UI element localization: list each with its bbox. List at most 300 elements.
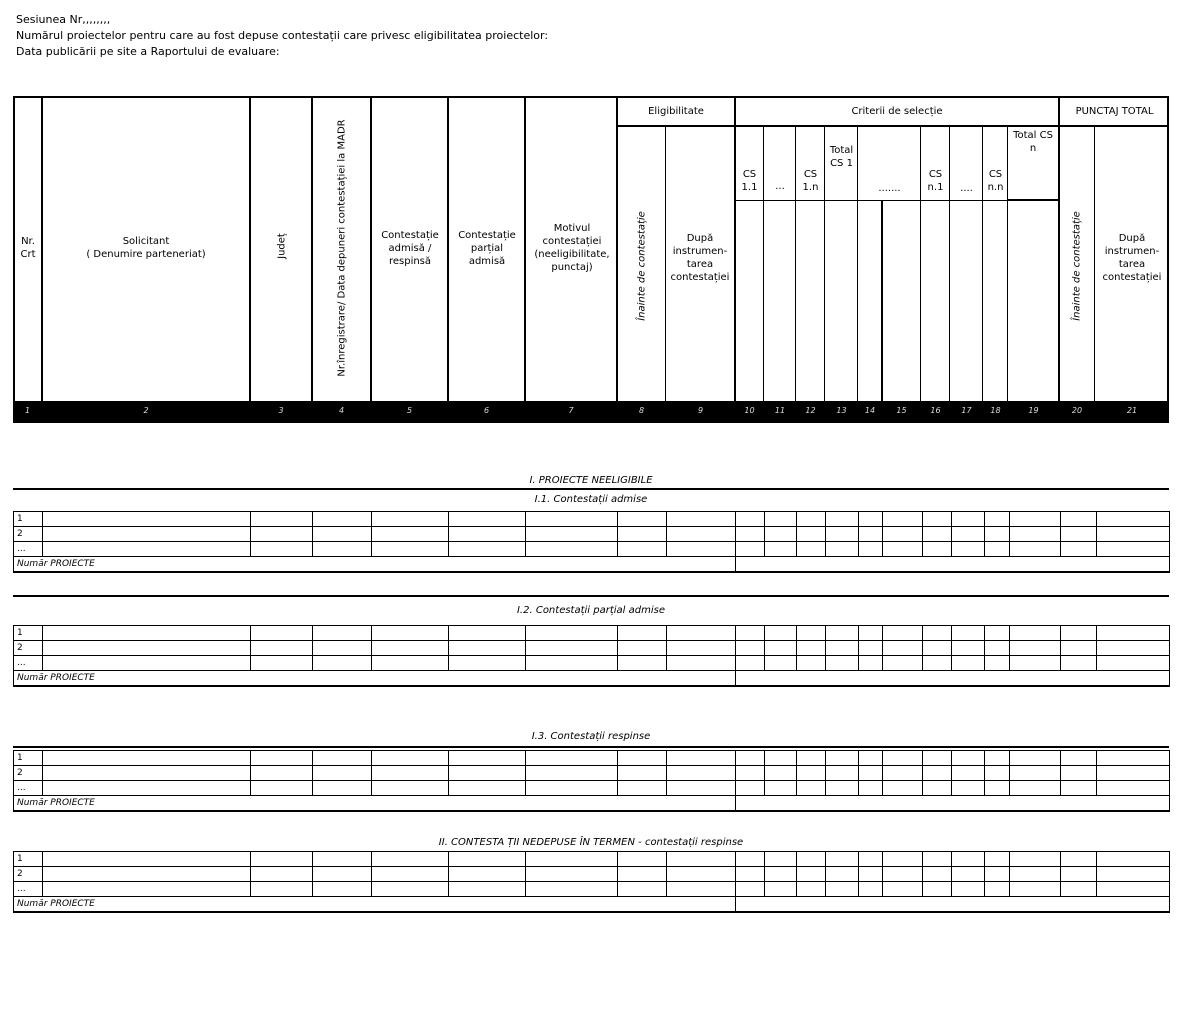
- empty-cell: [797, 542, 826, 557]
- empty-cell: [43, 766, 251, 781]
- empty-cell: [1097, 882, 1170, 897]
- empty-cell: [883, 512, 923, 527]
- table-row: [14, 882, 1170, 897]
- column-number: 19: [1028, 406, 1039, 415]
- empty-cell: [1061, 781, 1097, 796]
- empty-cell: [43, 527, 251, 542]
- empty-cell: [313, 852, 372, 867]
- empty-cell: [251, 781, 313, 796]
- empty-cell: [985, 751, 1010, 766]
- empty-cell: [923, 867, 952, 882]
- empty-cell: [883, 656, 923, 671]
- empty-cell: [667, 656, 736, 671]
- empty-cell: [618, 766, 667, 781]
- empty-cell: [826, 766, 859, 781]
- empty-cell: [1010, 542, 1061, 557]
- empty-cell: [449, 542, 526, 557]
- solicitant-header: Solicitant ( Denumire parteneriat): [86, 236, 206, 260]
- empty-cell: [449, 626, 526, 641]
- empty-cell: [526, 751, 618, 766]
- column-number: 8: [638, 406, 645, 415]
- empty-cell: [618, 781, 667, 796]
- total-value: [736, 671, 1170, 686]
- empty-cell: [618, 852, 667, 867]
- empty-cell: [826, 751, 859, 766]
- table-row: [14, 867, 1170, 882]
- empty-cell: [797, 656, 826, 671]
- empty-cell: [313, 751, 372, 766]
- empty-cell: [883, 867, 923, 882]
- empty-cell: [736, 626, 765, 641]
- total-label: Număr PROIECTE: [14, 671, 736, 686]
- empty-cell: [952, 512, 985, 527]
- dupa-header: După instrumen- tarea contestației: [670, 233, 730, 283]
- empty-cell: [251, 867, 313, 882]
- table-row: [14, 626, 1170, 641]
- empty-cell: [313, 641, 372, 656]
- empty-cell: [826, 542, 859, 557]
- empty-cell: [526, 542, 618, 557]
- empty-cell: [1097, 867, 1170, 882]
- empty-cell: [1010, 852, 1061, 867]
- empty-cell: [313, 542, 372, 557]
- empty-cell: [765, 882, 797, 897]
- empty-cell: [618, 751, 667, 766]
- row-number: ...: [14, 882, 43, 897]
- empty-cell: [449, 527, 526, 542]
- empty-cell: [618, 656, 667, 671]
- column-number: 4: [338, 406, 345, 415]
- empty-cell: [1097, 542, 1170, 557]
- empty-cell: [765, 781, 797, 796]
- empty-cell: [526, 527, 618, 542]
- empty-cell: [526, 512, 618, 527]
- total-label: Număr PROIECTE: [14, 796, 736, 811]
- dupa-2-header: După instrumen- tarea contestației: [1102, 233, 1162, 283]
- empty-cell: [313, 882, 372, 897]
- column-number: 7: [568, 406, 574, 415]
- empty-cell: [526, 781, 618, 796]
- empty-cell: [372, 766, 449, 781]
- empty-cell: [667, 882, 736, 897]
- empty-cell: [526, 867, 618, 882]
- cs-1-1-header: CS 1.1: [741, 169, 758, 193]
- row-number: 2: [14, 766, 43, 781]
- empty-cell: [859, 656, 883, 671]
- table-nedepuse: [13, 851, 1170, 913]
- dots-1-header: ...: [775, 180, 785, 192]
- total-value: [736, 796, 1170, 811]
- empty-cell: [667, 626, 736, 641]
- empty-cell: [618, 882, 667, 897]
- empty-cell: [952, 882, 985, 897]
- row-number: 2: [14, 867, 43, 882]
- empty-cell: [797, 766, 826, 781]
- empty-cell: [251, 512, 313, 527]
- table-row: [14, 781, 1170, 796]
- empty-cell: [883, 766, 923, 781]
- empty-cell: [1097, 626, 1170, 641]
- empty-cell: [883, 781, 923, 796]
- table-row: [14, 852, 1170, 867]
- total-value: [736, 557, 1170, 572]
- empty-cell: [618, 542, 667, 557]
- inainte-header: Înainte de contestație: [636, 211, 648, 321]
- empty-cell: [952, 656, 985, 671]
- date-line: Data publicării pe site a Raportului de evaluare:: [16, 45, 280, 58]
- empty-cell: [43, 751, 251, 766]
- empty-cell: [736, 656, 765, 671]
- section-title-nedepuse: II. CONTESTA ȚII NEDEPUSE ÎN TERMEN - contestații respinse: [438, 837, 744, 848]
- empty-cell: [1097, 852, 1170, 867]
- row-number: ...: [14, 542, 43, 557]
- column-number: 18: [990, 406, 1001, 415]
- empty-cell: [1061, 867, 1097, 882]
- empty-cell: [765, 852, 797, 867]
- empty-cell: [859, 527, 883, 542]
- empty-cell: [618, 641, 667, 656]
- empty-cell: [449, 852, 526, 867]
- empty-cell: [1061, 852, 1097, 867]
- empty-cell: [797, 626, 826, 641]
- empty-cell: [1097, 751, 1170, 766]
- empty-cell: [859, 641, 883, 656]
- empty-cell: [43, 641, 251, 656]
- cs-n-n-header: CS n.n: [987, 169, 1004, 193]
- empty-cell: [826, 527, 859, 542]
- empty-cell: [251, 882, 313, 897]
- empty-cell: [449, 641, 526, 656]
- contestatie-admisa-header: Contestație admisă / respinsă: [381, 229, 439, 267]
- empty-cell: [923, 656, 952, 671]
- eligibilitate-header: Eligibilitate: [648, 106, 704, 117]
- empty-cell: [883, 852, 923, 867]
- empty-cell: [1061, 527, 1097, 542]
- empty-cell: [736, 751, 765, 766]
- empty-cell: [1097, 527, 1170, 542]
- empty-cell: [883, 882, 923, 897]
- total-row: [14, 671, 1170, 686]
- empty-cell: [923, 542, 952, 557]
- empty-cell: [952, 641, 985, 656]
- empty-cell: [923, 781, 952, 796]
- empty-cell: [859, 542, 883, 557]
- column-number: 12: [805, 406, 816, 415]
- empty-cell: [952, 542, 985, 557]
- criterii-header: Criterii de selecție: [851, 106, 943, 117]
- empty-cell: [449, 867, 526, 882]
- empty-cell: [372, 852, 449, 867]
- column-number: 3: [278, 406, 284, 415]
- empty-cell: [952, 751, 985, 766]
- empty-cell: [826, 867, 859, 882]
- empty-cell: [765, 656, 797, 671]
- empty-cell: [859, 766, 883, 781]
- empty-cell: [449, 656, 526, 671]
- empty-cell: [736, 641, 765, 656]
- empty-cell: [985, 852, 1010, 867]
- empty-cell: [826, 626, 859, 641]
- empty-cell: [952, 852, 985, 867]
- empty-cell: [1061, 512, 1097, 527]
- empty-cell: [251, 766, 313, 781]
- section-title-respinse: I.3. Contestații respinse: [531, 731, 651, 742]
- empty-cell: [251, 626, 313, 641]
- table-row: [14, 641, 1170, 656]
- empty-cell: [859, 512, 883, 527]
- empty-cell: [526, 882, 618, 897]
- empty-cell: [667, 542, 736, 557]
- punctaj-total-header: PUNCTAJ TOTAL: [1075, 106, 1154, 117]
- empty-cell: [251, 641, 313, 656]
- empty-cell: [618, 626, 667, 641]
- empty-cell: [797, 882, 826, 897]
- empty-cell: [43, 852, 251, 867]
- empty-cell: [985, 882, 1010, 897]
- empty-cell: [797, 641, 826, 656]
- empty-cell: [1010, 867, 1061, 882]
- empty-cell: [449, 882, 526, 897]
- empty-cell: [526, 766, 618, 781]
- total-value: [736, 897, 1170, 912]
- empty-cell: [826, 641, 859, 656]
- empty-cell: [372, 867, 449, 882]
- empty-cell: [952, 867, 985, 882]
- column-number: 13: [836, 406, 847, 415]
- total-cs1-header: Total CS 1: [829, 145, 854, 169]
- empty-cell: [313, 656, 372, 671]
- empty-cell: [43, 542, 251, 557]
- empty-cell: [765, 751, 797, 766]
- column-number: 14: [864, 406, 876, 415]
- empty-cell: [923, 527, 952, 542]
- empty-cell: [826, 852, 859, 867]
- section-title-neeligibile: I. PROIECTE NEELIGIBILE: [529, 475, 653, 486]
- empty-cell: [372, 656, 449, 671]
- empty-cell: [526, 626, 618, 641]
- column-number: 16: [930, 406, 941, 415]
- empty-cell: [1010, 656, 1061, 671]
- table-admise: [13, 511, 1170, 573]
- empty-cell: [667, 641, 736, 656]
- empty-cell: [1010, 766, 1061, 781]
- empty-cell: [43, 781, 251, 796]
- row-number: 1: [14, 751, 43, 766]
- empty-cell: [667, 512, 736, 527]
- empty-cell: [667, 781, 736, 796]
- empty-cell: [372, 781, 449, 796]
- empty-cell: [372, 527, 449, 542]
- empty-cell: [251, 656, 313, 671]
- empty-cell: [859, 751, 883, 766]
- row-number: ...: [14, 656, 43, 671]
- column-number: 10: [744, 406, 755, 415]
- empty-cell: [883, 527, 923, 542]
- empty-cell: [985, 641, 1010, 656]
- total-label: Număr PROIECTE: [14, 557, 736, 572]
- empty-cell: [859, 852, 883, 867]
- empty-cell: [313, 527, 372, 542]
- total-row: [14, 897, 1170, 912]
- empty-cell: [736, 766, 765, 781]
- empty-cell: [618, 512, 667, 527]
- empty-cell: [1097, 766, 1170, 781]
- empty-cell: [952, 766, 985, 781]
- empty-cell: [765, 512, 797, 527]
- empty-cell: [826, 656, 859, 671]
- empty-cell: [1010, 527, 1061, 542]
- session-line: Sesiunea Nr,,,,,,,,: [16, 13, 111, 26]
- total-row: [14, 796, 1170, 811]
- empty-cell: [923, 766, 952, 781]
- empty-cell: [736, 781, 765, 796]
- empty-cell: [736, 527, 765, 542]
- empty-cell: [251, 527, 313, 542]
- empty-cell: [923, 852, 952, 867]
- empty-cell: [313, 626, 372, 641]
- empty-cell: [765, 766, 797, 781]
- empty-cell: [372, 882, 449, 897]
- row-number: 1: [14, 626, 43, 641]
- cs-1-n-header: CS 1.n: [802, 169, 819, 193]
- table-row: [14, 542, 1170, 557]
- row-number: 1: [14, 512, 43, 527]
- empty-cell: [1061, 882, 1097, 897]
- empty-cell: [1061, 751, 1097, 766]
- empty-cell: [313, 867, 372, 882]
- dots-2-header: .......: [878, 182, 901, 194]
- column-number: 11: [774, 406, 786, 415]
- empty-cell: [883, 542, 923, 557]
- empty-cell: [736, 512, 765, 527]
- table-respinse: [13, 750, 1170, 812]
- empty-cell: [826, 882, 859, 897]
- empty-cell: [859, 626, 883, 641]
- empty-cell: [526, 852, 618, 867]
- empty-cell: [1061, 626, 1097, 641]
- column-number: 17: [961, 406, 972, 415]
- empty-cell: [797, 751, 826, 766]
- table-row: [14, 656, 1170, 671]
- empty-cell: [1061, 641, 1097, 656]
- empty-cell: [313, 512, 372, 527]
- empty-cell: [667, 852, 736, 867]
- empty-cell: [923, 626, 952, 641]
- empty-cell: [667, 867, 736, 882]
- empty-cell: [923, 641, 952, 656]
- empty-cell: [859, 882, 883, 897]
- empty-cell: [923, 512, 952, 527]
- section-title-partial: I.2. Contestații parțial admise: [516, 605, 665, 616]
- header-table: [13, 96, 1169, 423]
- empty-cell: [1061, 766, 1097, 781]
- table-row: [14, 527, 1170, 542]
- empty-cell: [883, 751, 923, 766]
- empty-cell: [797, 512, 826, 527]
- empty-cell: [372, 751, 449, 766]
- empty-cell: [618, 527, 667, 542]
- empty-cell: [952, 527, 985, 542]
- empty-cell: [1061, 542, 1097, 557]
- empty-cell: [1097, 512, 1170, 527]
- column-number: 6: [483, 406, 490, 415]
- count-line: Numărul proiectelor pentru care au fost depuse contestații care privesc eligibilitatea proiectelor:: [16, 29, 549, 42]
- row-number: 1: [14, 852, 43, 867]
- empty-cell: [826, 512, 859, 527]
- empty-cell: [43, 626, 251, 641]
- row-number: 2: [14, 641, 43, 656]
- empty-cell: [372, 641, 449, 656]
- empty-cell: [43, 512, 251, 527]
- judet-header: Județ: [276, 233, 288, 259]
- empty-cell: [251, 542, 313, 557]
- empty-cell: [251, 852, 313, 867]
- empty-cell: [826, 781, 859, 796]
- empty-cell: [1010, 751, 1061, 766]
- empty-cell: [736, 852, 765, 867]
- column-number: 15: [896, 406, 907, 415]
- empty-cell: [859, 867, 883, 882]
- empty-cell: [526, 656, 618, 671]
- column-number: 2: [143, 406, 149, 415]
- empty-cell: [797, 867, 826, 882]
- empty-cell: [765, 527, 797, 542]
- empty-cell: [1061, 656, 1097, 671]
- empty-cell: [859, 781, 883, 796]
- column-number: 21: [1126, 406, 1138, 415]
- empty-cell: [985, 656, 1010, 671]
- empty-cell: [952, 626, 985, 641]
- empty-cell: [797, 527, 826, 542]
- table-row: [14, 751, 1170, 766]
- nr-inregistrare-header: Nr.înregistrare/ Data depuneri contestației la MADR: [336, 119, 348, 377]
- table-row: [14, 766, 1170, 781]
- empty-cell: [1010, 641, 1061, 656]
- empty-cell: [765, 542, 797, 557]
- empty-cell: [1010, 512, 1061, 527]
- motivul-header: Motivul contestației (neeligibilitate, punctaj): [534, 223, 610, 273]
- empty-cell: [1010, 882, 1061, 897]
- empty-cell: [667, 527, 736, 542]
- empty-cell: [372, 626, 449, 641]
- empty-cell: [526, 641, 618, 656]
- empty-cell: [952, 781, 985, 796]
- empty-cell: [797, 781, 826, 796]
- empty-cell: [43, 656, 251, 671]
- cs-n-1-header: CS n.1: [927, 169, 944, 193]
- empty-cell: [1097, 781, 1170, 796]
- inainte-2-header: Înainte de contestație: [1071, 211, 1083, 321]
- section-title-admise: I.1. Contestații admise: [534, 494, 648, 505]
- empty-cell: [765, 867, 797, 882]
- table-row: [14, 512, 1170, 527]
- empty-cell: [372, 542, 449, 557]
- column-number: 9: [697, 406, 704, 415]
- empty-cell: [251, 751, 313, 766]
- empty-cell: [667, 766, 736, 781]
- empty-cell: [449, 781, 526, 796]
- empty-cell: [43, 867, 251, 882]
- empty-cell: [797, 852, 826, 867]
- nr-crt-header: Nr. Crt: [20, 236, 36, 260]
- empty-cell: [985, 867, 1010, 882]
- empty-cell: [618, 867, 667, 882]
- empty-cell: [736, 882, 765, 897]
- empty-cell: [985, 766, 1010, 781]
- empty-cell: [985, 527, 1010, 542]
- row-number: ...: [14, 781, 43, 796]
- total-csn-header: Total CS n: [1013, 130, 1053, 154]
